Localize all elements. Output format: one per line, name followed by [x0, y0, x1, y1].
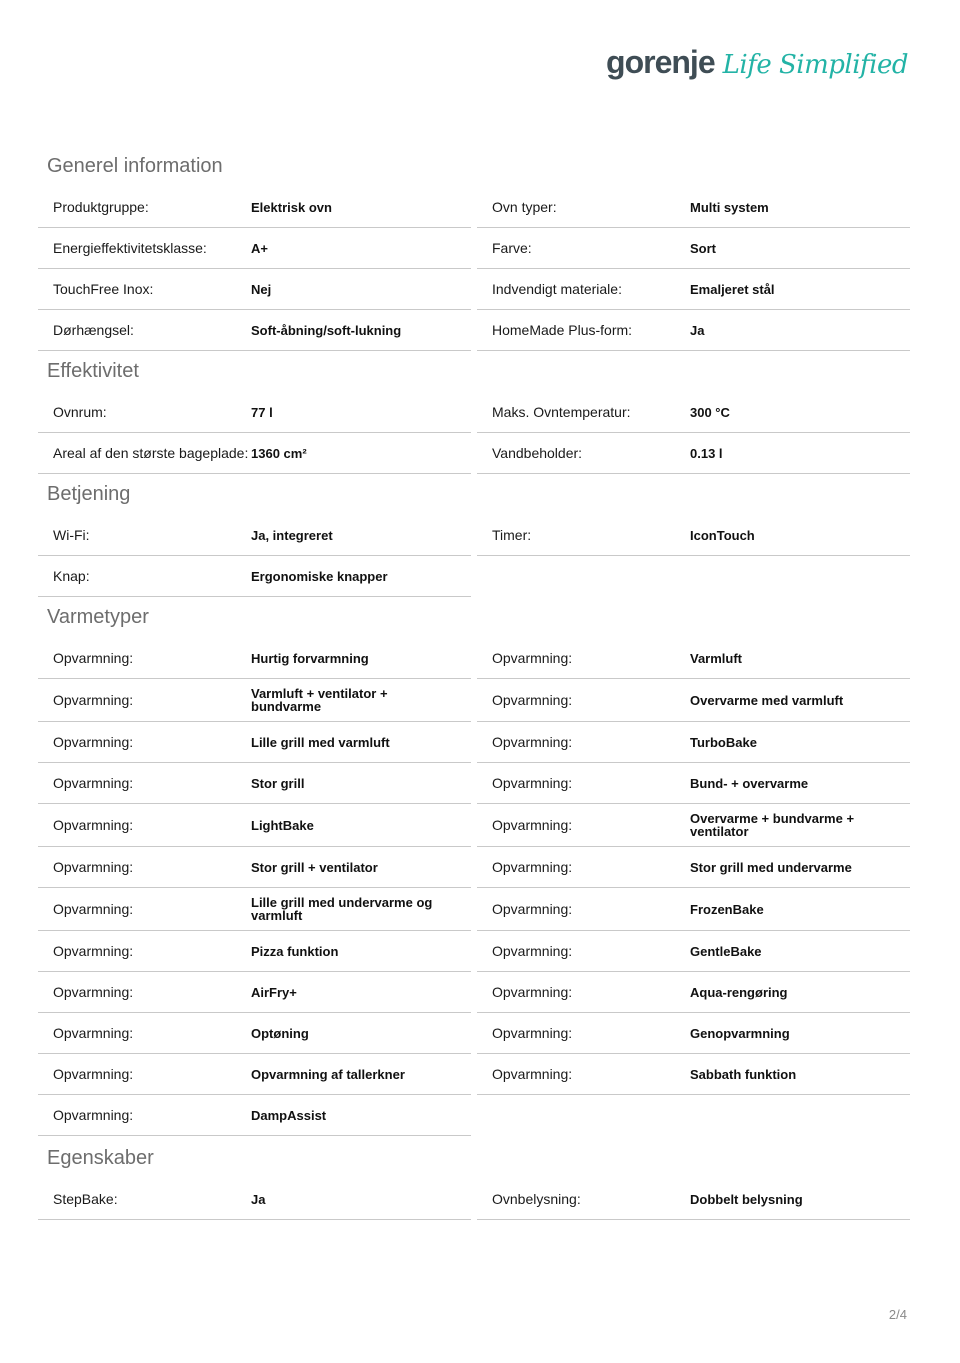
spec-row: [38, 888, 471, 931]
spec-row: [38, 638, 471, 679]
spec-label: Indvendigt materiale:: [492, 281, 622, 297]
spec-label: Opvarmning:: [492, 650, 573, 666]
section-title: Betjening: [47, 483, 131, 505]
spec-label: Opvarmning:: [53, 1025, 134, 1041]
spec-label: Opvarmning:: [53, 692, 134, 708]
spec-label: Opvarmning:: [492, 692, 573, 708]
spec-row: [477, 888, 910, 931]
spec-label: Opvarmning:: [492, 734, 573, 750]
spec-value: Ergonomiske knapper: [251, 568, 388, 584]
spec-value: Ja: [690, 322, 705, 338]
spec-value: 77 l: [251, 404, 273, 420]
spec-value: Sabbath funktion: [690, 1066, 797, 1082]
spec-value: A+: [251, 240, 268, 256]
spec-table: [38, 638, 910, 1136]
spec-label: Maks. Ovntemperatur:: [492, 404, 631, 420]
spec-label: HomeMade Plus-form:: [492, 322, 633, 338]
spec-value: Nej: [251, 281, 272, 297]
spec-label: Dørhængsel:: [53, 322, 134, 338]
spec-value: Varmluft: [690, 650, 743, 666]
spec-label: Opvarmning:: [53, 734, 134, 750]
section: [38, 146, 910, 351]
spec-label: Opvarmning:: [53, 775, 134, 791]
spec-label: Opvarmning:: [53, 1066, 134, 1082]
spec-row: [477, 804, 910, 847]
spec-row: [38, 515, 471, 556]
spec-value: Elektrisk ovn: [251, 199, 332, 215]
spec-value: Hurtig forvarmning: [251, 650, 369, 666]
spec-value: Lille grill med undervarme og varmluft: [251, 895, 433, 923]
spec-table: [38, 392, 910, 474]
spec-value: Opvarmning af tallerkner: [251, 1066, 405, 1082]
spec-label: Opvarmning:: [492, 901, 573, 917]
page-number: 2/4: [888, 1307, 907, 1322]
spec-label: Knap:: [53, 568, 90, 584]
spec-row: [477, 638, 910, 679]
section-title: Generel information: [47, 155, 223, 177]
spec-value: Lille grill med varmluft: [251, 734, 390, 750]
spec-row: [477, 847, 910, 888]
spec-label: Opvarmning:: [53, 859, 134, 875]
spec-row: [477, 1054, 910, 1095]
spec-row: [38, 847, 471, 888]
empty-cell: [477, 556, 910, 597]
spec-value: Genopvarmning: [690, 1025, 790, 1041]
spec-label: Opvarmning:: [492, 1066, 573, 1082]
spec-value: Ja, integreret: [251, 527, 333, 543]
spec-row: [38, 556, 471, 597]
spec-value: AirFry+: [251, 984, 297, 1000]
spec-label: StepBake:: [53, 1191, 118, 1207]
spec-value: Optøning: [251, 1025, 309, 1041]
spec-row: [477, 310, 910, 351]
spec-row: [38, 972, 471, 1013]
spec-row: [38, 1013, 471, 1054]
spec-label: Ovnbelysning:: [492, 1191, 581, 1207]
spec-row: [38, 931, 471, 972]
spec-row: [38, 1054, 471, 1095]
spec-value: 1360 cm²: [251, 445, 307, 461]
spec-label: Areal af den største bageplade:: [53, 445, 249, 461]
spec-value: Soft-åbning/soft-lukning: [251, 322, 402, 338]
spec-row: [38, 804, 471, 847]
spec-value: 0.13 l: [690, 445, 723, 461]
spec-value: TurboBake: [690, 734, 757, 750]
spec-row: [38, 679, 471, 722]
spec-label: Opvarmning:: [53, 984, 134, 1000]
spec-value: Stor grill med undervarme: [690, 859, 852, 875]
section: [38, 597, 910, 1136]
spec-row: [38, 228, 471, 269]
spec-value: Sort: [690, 240, 716, 256]
spec-row: [477, 931, 910, 972]
spec-row: [38, 722, 471, 763]
spec-value: Dobbelt belysning: [690, 1191, 803, 1207]
spec-label: Opvarmning:: [492, 775, 573, 791]
section: [38, 1138, 910, 1220]
spec-row: [477, 763, 910, 804]
spec-label: Ovnrum:: [53, 404, 107, 420]
spec-row: [477, 679, 910, 722]
spec-row: [38, 763, 471, 804]
spec-label: Farve:: [492, 240, 532, 256]
brand-tagline: Life Simplified: [722, 50, 908, 80]
spec-label: Opvarmning:: [492, 984, 573, 1000]
spec-label: Opvarmning:: [53, 1107, 134, 1123]
spec-row: [38, 187, 471, 228]
spec-label: TouchFree Inox:: [53, 281, 154, 297]
spec-value: Stor grill + ventilator: [251, 859, 378, 875]
empty-cell: [477, 1095, 910, 1136]
spec-row: [38, 310, 471, 351]
spec-label: Opvarmning:: [492, 859, 573, 875]
section-title: Effektivitet: [47, 360, 139, 382]
spec-value: GentleBake: [690, 943, 762, 959]
spec-row: [477, 515, 910, 556]
section-title: Egenskaber: [47, 1147, 154, 1169]
spec-label: Opvarmning:: [53, 650, 134, 666]
section: [38, 351, 910, 474]
spec-label: Vandbeholder:: [492, 445, 583, 461]
spec-label: Opvarmning:: [492, 817, 573, 833]
spec-row: [477, 269, 910, 310]
spec-table: [38, 187, 910, 351]
spec-label: Ovn typer:: [492, 199, 557, 215]
spec-value: Emaljeret stål: [690, 281, 775, 297]
spec-value: Aqua-rengøring: [690, 984, 788, 1000]
spec-label: Energieffektivitetsklasse:: [53, 240, 207, 256]
spec-value: Ja: [251, 1191, 266, 1207]
spec-value: Bund- + overvarme: [690, 775, 809, 791]
spec-value: Overvarme med varmluft: [690, 692, 844, 708]
spec-row: [477, 433, 910, 474]
spec-row: [38, 392, 471, 433]
spec-label: Timer:: [492, 527, 532, 543]
spec-label: Opvarmning:: [53, 943, 134, 959]
spec-row: [38, 433, 471, 474]
spec-row: [477, 1179, 910, 1220]
spec-value: 300 °C: [690, 404, 730, 420]
spec-value: FrozenBake: [690, 901, 764, 917]
spec-row: [477, 392, 910, 433]
spec-value: DampAssist: [251, 1107, 327, 1123]
section: [38, 474, 910, 597]
brand-name: gorenje: [606, 44, 715, 80]
spec-table: [38, 515, 910, 597]
spec-label: Opvarmning:: [492, 943, 573, 959]
spec-row: [477, 1013, 910, 1054]
section-title: Varmetyper: [47, 606, 149, 628]
spec-value: Multi system: [690, 199, 769, 215]
spec-row: [477, 228, 910, 269]
spec-row: [38, 269, 471, 310]
spec-row: [38, 1179, 471, 1220]
spec-value: Pizza funktion: [251, 943, 339, 959]
spec-row: [477, 187, 910, 228]
spec-table: [38, 1179, 910, 1220]
spec-label: Opvarmning:: [53, 901, 134, 917]
spec-label: Wi-Fi:: [53, 527, 90, 543]
spec-label: Opvarmning:: [53, 817, 134, 833]
spec-row: [477, 972, 910, 1013]
spec-value: LightBake: [251, 817, 314, 833]
spec-value: Stor grill: [251, 775, 305, 791]
gorenje-logo: [606, 44, 908, 81]
spec-label: Opvarmning:: [492, 1025, 573, 1041]
spec-row: [477, 722, 910, 763]
spec-label: Produktgruppe:: [53, 199, 149, 215]
spec-value: IconTouch: [690, 527, 755, 543]
spec-value: Varmluft + ventilator + bundvarme: [251, 686, 388, 714]
spec-row: [38, 1095, 471, 1136]
spec-value: Overvarme + bundvarme + ventilator: [690, 811, 855, 839]
